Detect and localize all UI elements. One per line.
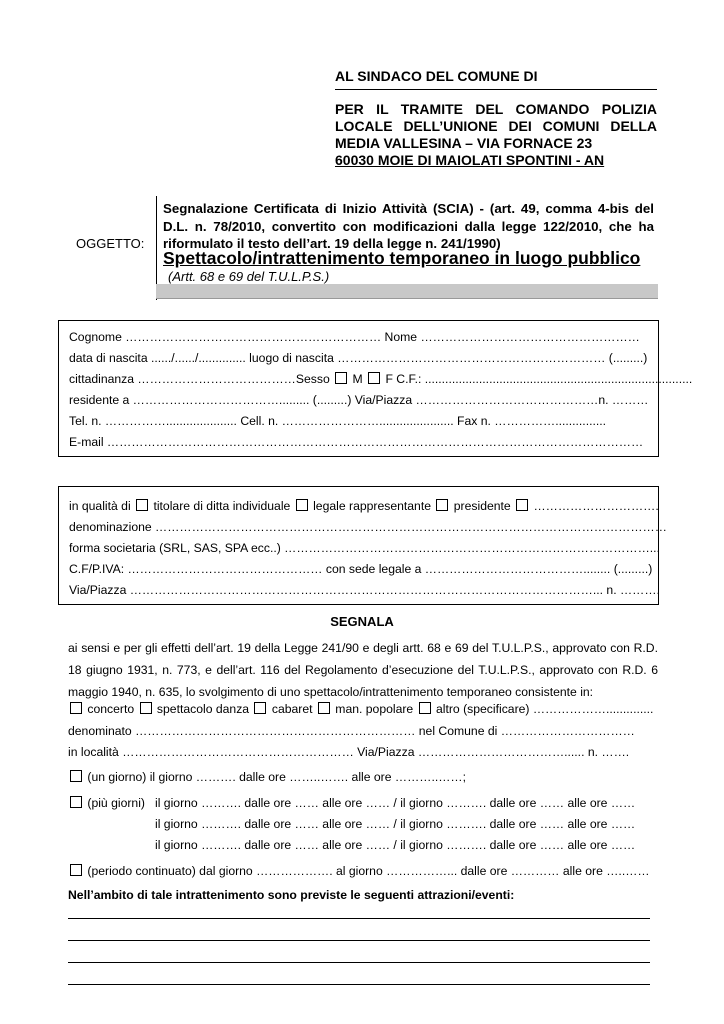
piu-giorni-row[interactable]: il giorno ………. dalle ore …… alle ore …… / il giorno ………. dalle ore …… alle ore …… bbox=[155, 838, 636, 852]
oggetto-line: Segnalazione Certificata di Inizio Attività (SCIA) - (art. 49, comma 4-bis del bbox=[163, 201, 654, 216]
un-giorno-field[interactable]: (un giorno) il giorno ………. dalle ore ……..……. alle ore ………..……; bbox=[87, 770, 467, 784]
address-block bbox=[335, 101, 657, 169]
citizenship-label: cittadinanza …………………………………Sesso bbox=[69, 372, 330, 386]
popolare-label: man. popolare bbox=[335, 702, 414, 716]
attrazioni-line[interactable] bbox=[68, 940, 650, 941]
oggetto-shading bbox=[156, 284, 658, 299]
recipient-block bbox=[335, 68, 657, 90]
address-line: 60030 MOIE DI MAIOLATI SPONTINI - AN bbox=[335, 152, 605, 168]
concerto-label: concerto bbox=[87, 702, 135, 716]
presidente-checkbox[interactable] bbox=[436, 499, 448, 511]
oggetto-title: Spettacolo/intrattenimento temporaneo in luogo pubblico bbox=[163, 248, 641, 268]
un-giorno-row bbox=[68, 770, 466, 784]
oggetto-box bbox=[156, 196, 658, 300]
forma-societaria-row[interactable]: forma societaria (SRL, SAS, SPA ecc..) ………………………………………………………………………………... bbox=[69, 541, 660, 555]
segnala-paragraph bbox=[68, 637, 658, 703]
types-row bbox=[68, 702, 653, 716]
oggetto-text bbox=[163, 200, 654, 253]
recipient-line: AL SINDACO DEL COMUNE DI bbox=[335, 68, 538, 84]
legale-label: legale rappresentante bbox=[313, 499, 431, 513]
piu-giorni-row[interactable]: il giorno ………. dalle ore …… alle ore …… / il giorno ………. dalle ore …… alle ore …… bbox=[155, 796, 636, 810]
segnala-heading: SEGNALA bbox=[330, 614, 394, 629]
sex-m-label: M bbox=[352, 372, 363, 386]
altro-checkbox[interactable] bbox=[419, 702, 431, 714]
sex-m-checkbox[interactable] bbox=[335, 372, 347, 384]
attrazioni-label: Nell’ambito di tale intrattenimento sono previste le seguenti attrazioni/eventi: bbox=[68, 888, 515, 902]
paragraph-line: ai sensi e per gli effetti dell’art. 19 della Legge 241/90 e degli artt. 68 e 69 del T.U.L.P.S., approvato con R.D. bbox=[68, 641, 658, 655]
oggetto-label: OGGETTO: bbox=[76, 236, 145, 251]
sex-f-checkbox[interactable] bbox=[368, 372, 380, 384]
personal-data-box bbox=[58, 320, 693, 457]
popolare-checkbox[interactable] bbox=[318, 702, 330, 714]
concerto-checkbox[interactable] bbox=[70, 702, 82, 714]
periodo-row bbox=[68, 864, 650, 878]
danza-label: spettacolo danza bbox=[156, 702, 250, 716]
paragraph-line: maggio 1940, n. 635, lo svolgimento di uno spettacolo/intrattenimento temporaneo consistente in: bbox=[68, 685, 594, 699]
legale-checkbox[interactable] bbox=[296, 499, 308, 511]
company-box bbox=[58, 486, 667, 605]
recipient-underline bbox=[335, 89, 657, 90]
localita-row[interactable]: in località ………………………………………………… Via/Piazza ………………………………...... n. ……. bbox=[68, 745, 630, 759]
piu-giorni-label-row bbox=[68, 796, 145, 810]
surname-name-row[interactable]: Cognome ……………………………………………………… Nome ……………………………………………… bbox=[69, 330, 640, 344]
residence-row[interactable]: residente a ………………………………......... (.........) Via/Piazza ………………………………………n. ……… bbox=[69, 393, 649, 407]
company-address-row[interactable]: Via/Piazza ……………………………………………………………………………………………………... n. ………. bbox=[69, 583, 660, 597]
oggetto-line: D.L. n. 78/2010, convertito con modificazioni dalla legge 122/2010, che ha bbox=[163, 218, 654, 234]
birth-row[interactable]: data di nascita ....../....../.............. luogo di nascita ………………………………………………………… (.........) bbox=[69, 351, 648, 365]
cabaret-label: cabaret bbox=[271, 702, 313, 716]
other-role-field[interactable]: …………………………. bbox=[533, 499, 659, 513]
un-giorno-checkbox[interactable] bbox=[70, 770, 82, 782]
oggetto-line: riformulato il testo dell’art. 19 della legge n. 241/1990) bbox=[163, 236, 501, 251]
citizenship-row[interactable] bbox=[69, 372, 693, 386]
piu-giorni-checkbox[interactable] bbox=[70, 796, 82, 808]
cabaret-checkbox[interactable] bbox=[254, 702, 266, 714]
periodo-field[interactable]: (periodo continuato) dal giorno ………………. al giorno ……………... dalle ore ………… alle ore …..…… bbox=[87, 864, 650, 878]
paragraph-line: 18 giugno 1931, n. 773, e dell’art. 116 del Regolamento d’esecuzione del T.U.L.P.S., approvato con R.D. 6 bbox=[68, 663, 658, 677]
qualita-row bbox=[69, 499, 659, 513]
oggetto-subtitle: (Artt. 68 e 69 del T.U.L.P.S.) bbox=[168, 269, 330, 284]
piu-giorni-label: (più giorni) bbox=[87, 796, 145, 810]
attrazioni-line[interactable] bbox=[68, 962, 650, 963]
attrazioni-line[interactable] bbox=[68, 918, 650, 919]
piu-giorni-row[interactable]: il giorno ………. dalle ore …… alle ore …… / il giorno ………. dalle ore …… alle ore …… bbox=[155, 817, 636, 831]
address-line: PER IL TRAMITE DEL COMANDO POLIZIA bbox=[335, 101, 657, 117]
titolare-label: titolare di ditta individuale bbox=[153, 499, 291, 513]
presidente-label: presidente bbox=[453, 499, 511, 513]
qualita-label: in qualità di bbox=[69, 499, 131, 513]
denominato-row[interactable]: denominato …………………………………………………………… nel Comune di …………………………… bbox=[68, 724, 635, 738]
denominazione-row[interactable]: denominazione ……………………………………………………………………………………………………………… bbox=[69, 520, 667, 534]
phone-row[interactable]: Tel. n. ……………..................... Cell. n. ……………………...................... Fax n. ……………............... bbox=[69, 414, 607, 428]
titolare-checkbox[interactable] bbox=[136, 499, 148, 511]
email-row[interactable]: E-mail …………………………………………………………………………………………………………………… bbox=[69, 435, 644, 449]
altro-field[interactable]: altro (specificare) ……………….............. bbox=[436, 702, 654, 716]
address-line: LOCALE DELL’UNIONE DEI COMUNI DELLA bbox=[335, 118, 657, 134]
address-line: MEDIA VALLESINA – VIA FORNACE 23 bbox=[335, 135, 593, 151]
sex-f-label: F C.F.: ............................................................................... bbox=[385, 372, 693, 386]
periodo-checkbox[interactable] bbox=[70, 864, 82, 876]
danza-checkbox[interactable] bbox=[140, 702, 152, 714]
other-role-checkbox[interactable] bbox=[516, 499, 528, 511]
attrazioni-line[interactable] bbox=[68, 984, 650, 985]
cf-piva-row[interactable]: C.F/P.IVA: ………………………………………… con sede legale a …………………………………........ (.........) bbox=[69, 562, 653, 576]
